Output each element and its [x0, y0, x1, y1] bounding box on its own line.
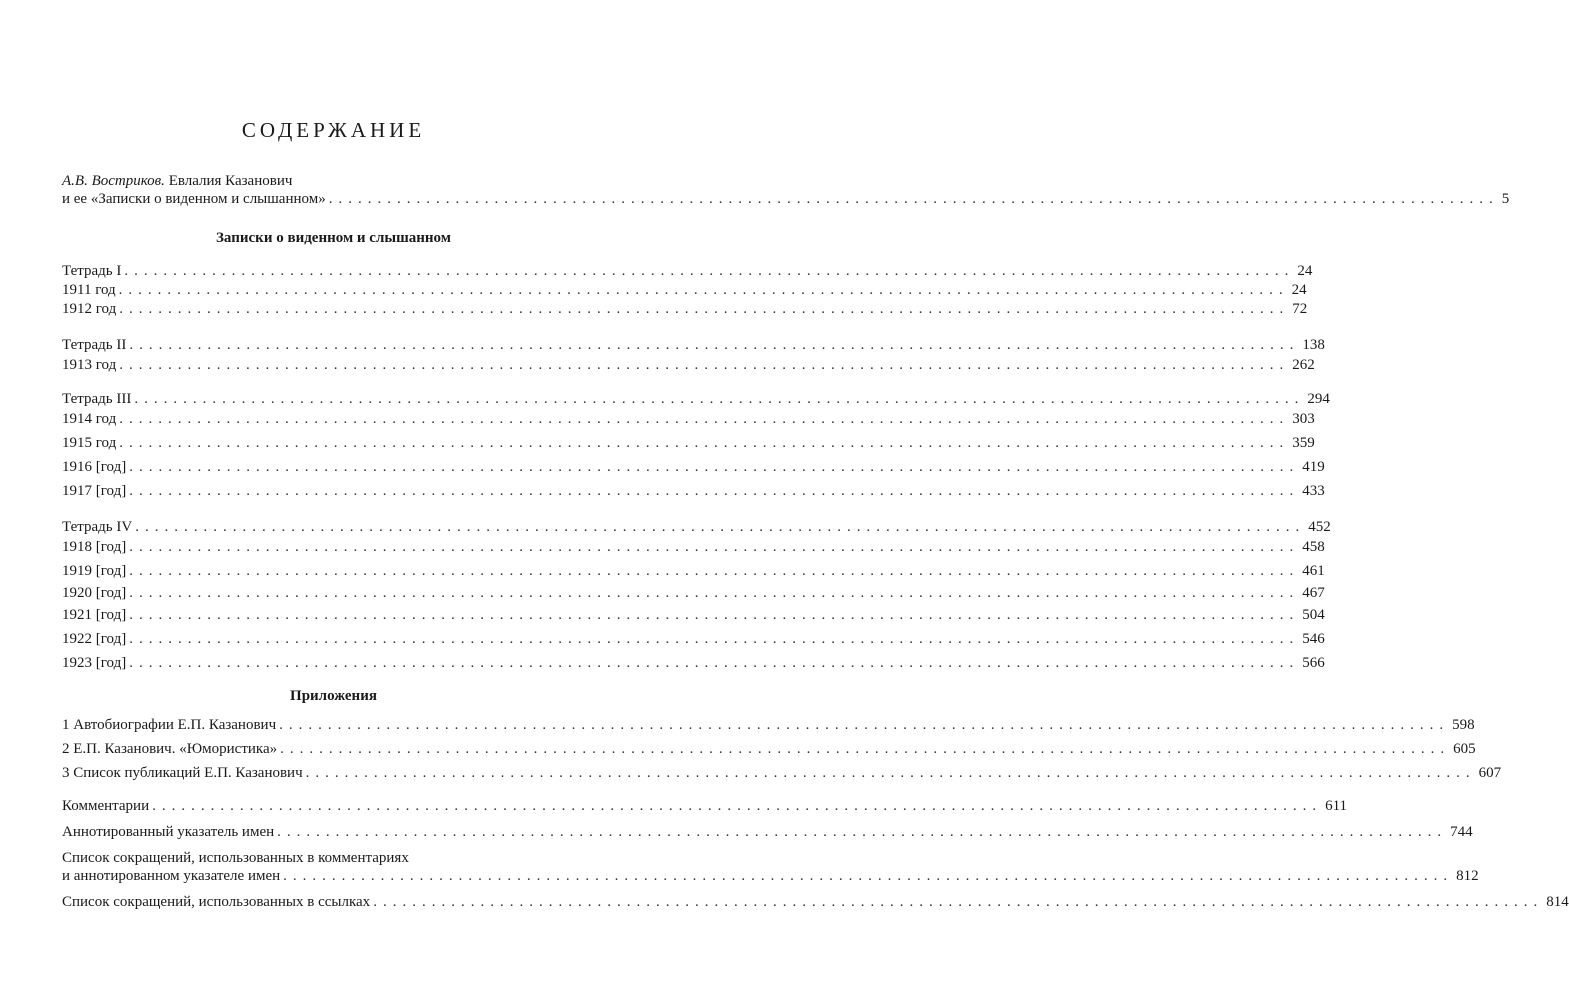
leader-dots: ........................................................................................................................	[134, 391, 1305, 407]
toc-entry[interactable]	[62, 352, 1315, 374]
leader-dots: ........................................................................................................................	[119, 435, 1290, 451]
toc-entry-index[interactable]	[62, 819, 1473, 841]
toc-entry-page: 461	[1302, 563, 1325, 579]
toc-entry-label: Тетрадь IV	[62, 519, 133, 535]
toc-entry-abbr2[interactable]	[62, 889, 1569, 911]
leader-dots: ........................................................................................................................	[129, 459, 1300, 475]
toc-entry[interactable]	[62, 430, 1315, 452]
toc-entry[interactable]	[62, 602, 1325, 624]
leader-dots: ........................................................................................................................	[129, 563, 1300, 579]
toc-entry[interactable]	[62, 514, 1331, 536]
toc-entry-label: Комментарии	[62, 798, 150, 814]
leader-dots: ........................................................................................................................	[373, 894, 1544, 910]
toc-entry[interactable]	[62, 478, 1325, 500]
leader-dots: ........................................................................................................................	[119, 411, 1290, 427]
toc-entry[interactable]	[62, 580, 1325, 602]
toc-entry-appendix[interactable]	[62, 736, 1476, 758]
leader-dots: ........................................................................................................................	[129, 655, 1300, 671]
toc-entry[interactable]	[62, 332, 1325, 354]
toc-entry-page: 607	[1478, 765, 1502, 781]
leader-dots: ........................................................................................................................	[124, 263, 1295, 279]
toc-entry-label: 1912 год	[62, 301, 117, 317]
leader-dots: ........................................................................................................................	[283, 868, 1454, 884]
toc-entry-label: 1917 [год]	[62, 483, 127, 499]
toc-entry[interactable]	[62, 626, 1325, 648]
toc-entry-label: 1918 [год]	[62, 539, 127, 555]
toc-entry-label: Тетрадь II	[62, 337, 127, 353]
toc-entry-page: 814	[1546, 894, 1569, 910]
toc-entry-label: 1922 [год]	[62, 631, 127, 647]
toc-entry-label: 1916 [год]	[62, 459, 127, 475]
toc-entry-page: 467	[1302, 585, 1325, 601]
toc-entry-page: 294	[1307, 391, 1330, 407]
leader-dots: ........................................................................................................................	[135, 519, 1306, 535]
toc-entry-label: Тетрадь III	[62, 391, 132, 407]
toc-entry-page: 566	[1302, 655, 1325, 671]
toc-entry-page: 546	[1302, 631, 1325, 647]
toc-entry-page: 598	[1452, 717, 1475, 733]
toc-entry-page: 359	[1292, 435, 1315, 451]
toc-entry-page: 812	[1456, 868, 1479, 884]
leader-dots: ........................................................................................................................	[119, 301, 1290, 317]
toc-entry-page: 433	[1302, 483, 1325, 499]
toc-entry-page: 419	[1302, 459, 1325, 475]
toc-entry-comments[interactable]	[62, 793, 1348, 815]
toc-entry-label: 1919 [год]	[62, 563, 127, 579]
toc-entry[interactable]	[62, 386, 1330, 408]
toc-entry-page: 24	[1297, 263, 1313, 279]
toc-entry[interactable]	[62, 558, 1325, 580]
toc-entry-page: 138	[1302, 337, 1325, 353]
toc-entry-label: 1913 год	[62, 357, 117, 373]
toc-entry-page: 303	[1292, 411, 1315, 427]
toc-entry-page: 504	[1302, 607, 1325, 623]
toc-entry-label: 2 Е.П. Казанович. «Юмористика»	[62, 741, 278, 757]
toc-entry-page: 5	[1501, 191, 1510, 207]
toc-entry-page: 458	[1302, 539, 1325, 555]
toc-entry-label: 1911 год	[62, 282, 116, 298]
toc-entry-label: 1914 год	[62, 411, 117, 427]
leader-dots: ........................................................................................................................	[119, 357, 1290, 373]
leader-dots: ........................................................................................................................	[328, 191, 1499, 207]
toc-entry-page: 72	[1292, 301, 1308, 317]
toc-entry[interactable]	[62, 454, 1325, 476]
toc-entry-label: 1920 [год]	[62, 585, 127, 601]
leader-dots: ........................................................................................................................	[279, 717, 1450, 733]
toc-entry-page: 262	[1292, 357, 1315, 373]
toc-entry-appendix[interactable]	[62, 712, 1475, 734]
toc-entry-label: 3 Список публикаций Е.П. Казанович	[62, 765, 303, 781]
toc-entry-appendix[interactable]	[62, 760, 1502, 782]
toc-entry-label: 1915 год	[62, 435, 117, 451]
toc-entry-label: Тетрадь I	[62, 263, 122, 279]
toc-entry-page: 744	[1450, 824, 1473, 840]
toc-entry-intro[interactable]	[62, 186, 1510, 208]
toc-entry[interactable]	[62, 650, 1325, 672]
leader-dots: ........................................................................................................................	[118, 282, 1289, 298]
toc-entry[interactable]	[62, 406, 1315, 428]
leader-dots: ........................................................................................................................	[129, 539, 1300, 555]
leader-dots: ........................................................................................................................	[129, 585, 1300, 601]
toc-entry-label: Аннотированный указатель имен	[62, 824, 275, 840]
intro-title: Евлалия Казанович	[164, 173, 293, 189]
toc-entry-label: 1923 [год]	[62, 655, 127, 671]
leader-dots: ........................................................................................................................	[277, 824, 1448, 840]
toc-entry-label: и ее «Записки о виденном и слышанном»	[62, 191, 326, 207]
leader-dots: ........................................................................................................................	[305, 765, 1476, 781]
section-heading-notes: Записки о виденном и слышанном	[216, 230, 451, 246]
toc-entry[interactable]	[62, 296, 1308, 318]
leader-dots: ........................................................................................................................	[152, 798, 1323, 814]
toc-entry-label: 1921 [год]	[62, 607, 127, 623]
leader-dots: ........................................................................................................................	[280, 741, 1451, 757]
toc-entry-label: Список сокращений, использованных в ссылках	[62, 894, 371, 910]
toc-entry-abbr1[interactable]	[62, 863, 1479, 885]
toc-entry-page: 605	[1453, 741, 1476, 757]
leader-dots: ........................................................................................................................	[129, 607, 1300, 623]
section-heading-appendices: Приложения	[290, 688, 377, 704]
toc-entry-label: и аннотированном указателе имен	[62, 868, 281, 884]
leader-dots: ........................................................................................................................	[129, 483, 1300, 499]
toc-entry-label: 1 Автобиографии Е.П. Казанович	[62, 717, 277, 733]
leader-dots: ........................................................................................................................	[129, 631, 1300, 647]
leader-dots: ........................................................................................................................	[129, 337, 1300, 353]
toc-entry-page: 611	[1325, 798, 1348, 814]
toc-entry-page: 452	[1308, 519, 1331, 535]
toc-entry-page: 24	[1291, 282, 1307, 298]
intro-author: А.В. Востриков.	[62, 173, 165, 189]
toc-entry-abbr1-line1: Список сокращений, использованных в комментариях	[62, 850, 409, 866]
page-title: СОДЕРЖАНИЕ	[241, 118, 426, 142]
toc-entry[interactable]	[62, 534, 1325, 556]
